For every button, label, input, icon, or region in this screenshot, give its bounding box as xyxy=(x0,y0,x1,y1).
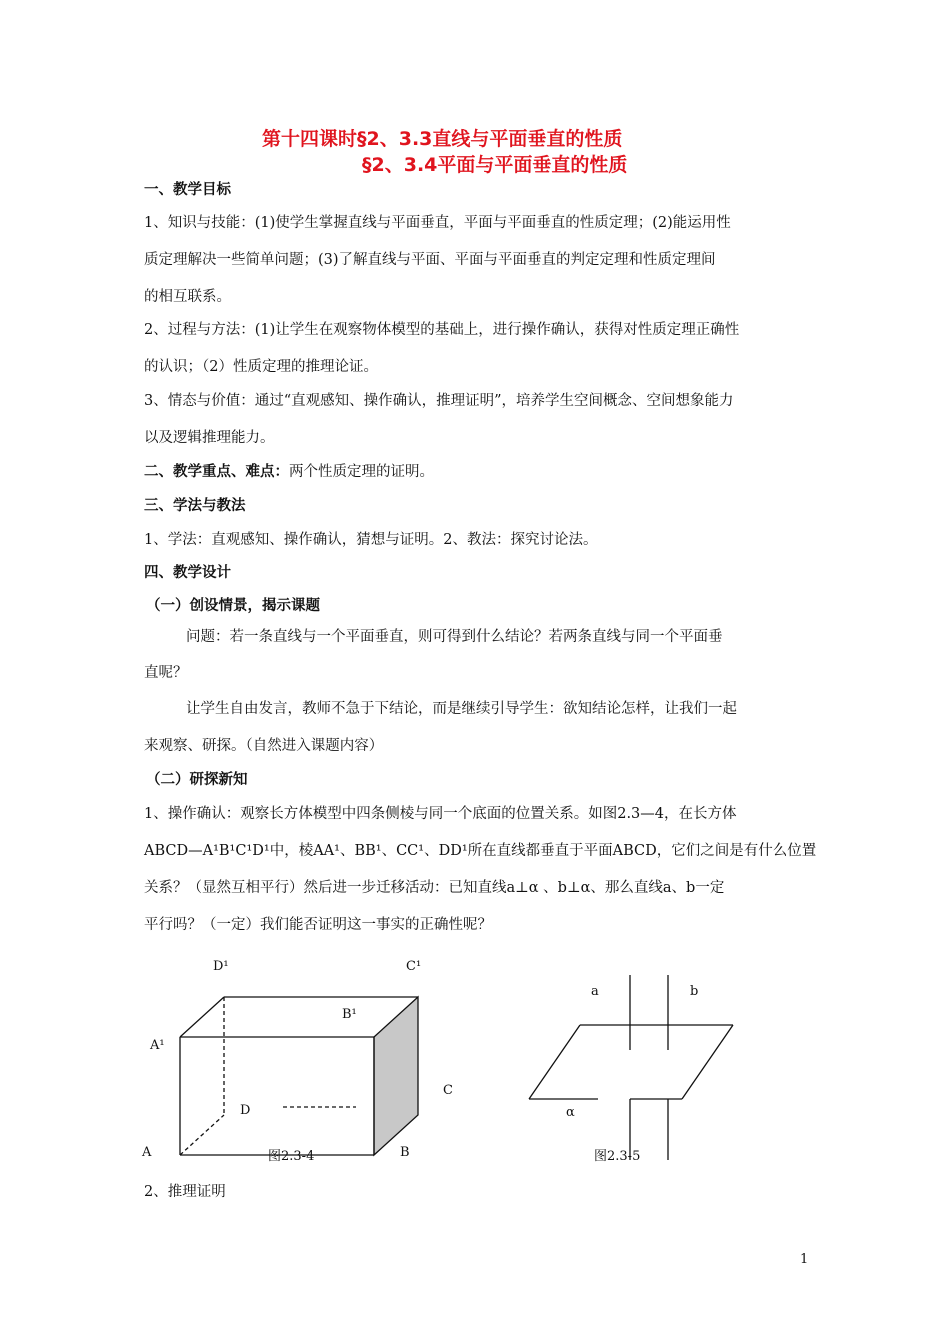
edge-a1-d1 xyxy=(180,997,224,1037)
paragraph-response-1: 让学生自由发言，教师不急于下结论，而是继续引导学生：欲知结论怎样，让我们一起 xyxy=(186,701,737,717)
label-c1: C¹ xyxy=(406,959,422,974)
paragraph-response-2: 来观察、研探。（自然进入课题内容） xyxy=(144,738,384,754)
subheading-scenario: （一）创设情景，揭示课题 xyxy=(146,598,320,614)
paragraph-knowledge-2: 质定理解决一些简单问题；(3)了解直线与平面、平面与平面垂直的判定定理和性质定理间 xyxy=(144,252,716,268)
label-d1: D¹ xyxy=(213,959,229,974)
label-line-a: a xyxy=(591,984,599,999)
subheading-explore: （二）研探新知 xyxy=(146,772,248,788)
edge-a-d-hidden xyxy=(180,1115,224,1155)
paragraph-proof: 2、推理证明 xyxy=(144,1184,226,1200)
paragraph-values-1: 3、情态与价值：通过“直观感知、操作确认，推理证明”，培养学生空间概念、空间想象能力 xyxy=(144,393,734,409)
label-c: C xyxy=(443,1083,453,1098)
section-heading-objectives: 一、教学目标 xyxy=(144,182,231,198)
paragraph-methods: 1、学法：直观感知、操作确认，猜想与证明。2、教法：探究讨论法。 xyxy=(144,532,598,548)
cuboid-figure xyxy=(180,997,418,1155)
paragraph-question-1: 问题：若一条直线与一个平面垂直，则可得到什么结论？若两条直线与同一个平面垂 xyxy=(186,629,723,645)
label-plane-alpha: α xyxy=(566,1105,575,1120)
caption-fig-2-3-5: 图2.3-5 xyxy=(594,1149,641,1164)
label-line-b: b xyxy=(690,984,699,999)
label-b: B xyxy=(400,1145,410,1160)
label-b1: B¹ xyxy=(342,1007,357,1022)
cuboid-right-face xyxy=(374,997,418,1155)
label-a1: A¹ xyxy=(150,1038,165,1053)
plane-left-edge xyxy=(529,1025,580,1099)
paragraph-operation-1: 1、操作确认：观察长方体模型中四条侧棱与同一个底面的位置关系。如图2.3—4，在长方体 xyxy=(144,806,737,822)
caption-fig-2-3-4: 图2.3-4 xyxy=(268,1149,315,1164)
section-heading-methods: 三、学法与教法 xyxy=(144,498,246,514)
key-points-text: 两个性质定理的证明。 xyxy=(289,464,434,480)
plane-lines-figure xyxy=(529,975,733,1160)
label-a: A xyxy=(142,1145,152,1160)
section-heading-design: 四、教学设计 xyxy=(144,565,231,581)
paragraph-knowledge-3: 的相互联系。 xyxy=(144,289,231,305)
paragraph-question-2: 直呢？ xyxy=(144,665,188,681)
page-number: 1 xyxy=(800,1252,809,1267)
paragraph-operation-3: 关系？（显然互相平行）然后进一步迁移活动：已知直线a⊥α 、b⊥α、那么直线a、b一定 xyxy=(144,880,725,896)
plane-right-edge xyxy=(682,1025,733,1099)
key-points-label: 二、教学重点、难点： xyxy=(144,464,289,480)
paragraph-knowledge-1: 1、知识与技能：(1)使学生掌握直线与平面垂直，平面与平面垂直的性质定理；(2)能运用性 xyxy=(144,215,731,231)
title-line-2: §2、3.4平面与平面垂直的性质 xyxy=(362,154,628,176)
label-d: D xyxy=(240,1103,251,1118)
paragraph-process-1: 2、过程与方法：(1)让学生在观察物体模型的基础上，进行操作确认，获得对性质定理正确性 xyxy=(144,322,740,338)
paragraph-operation-4: 平行吗？（一定）我们能否证明这一事实的正确性呢？ xyxy=(144,917,492,933)
title-line-1: 第十四课时§2、3.3直线与平面垂直的性质 xyxy=(262,128,623,150)
paragraph-process-2: 的认识；（2）性质定理的推理论证。 xyxy=(144,359,378,375)
paragraph-operation-2: ABCD—A¹B¹C¹D¹中，棱AA¹、BB¹、CC¹、DD¹所在直线都垂直于平面ABCD，它们之间是有什么位置 xyxy=(144,843,817,859)
paragraph-values-2: 以及逻辑推理能力。 xyxy=(144,430,275,446)
